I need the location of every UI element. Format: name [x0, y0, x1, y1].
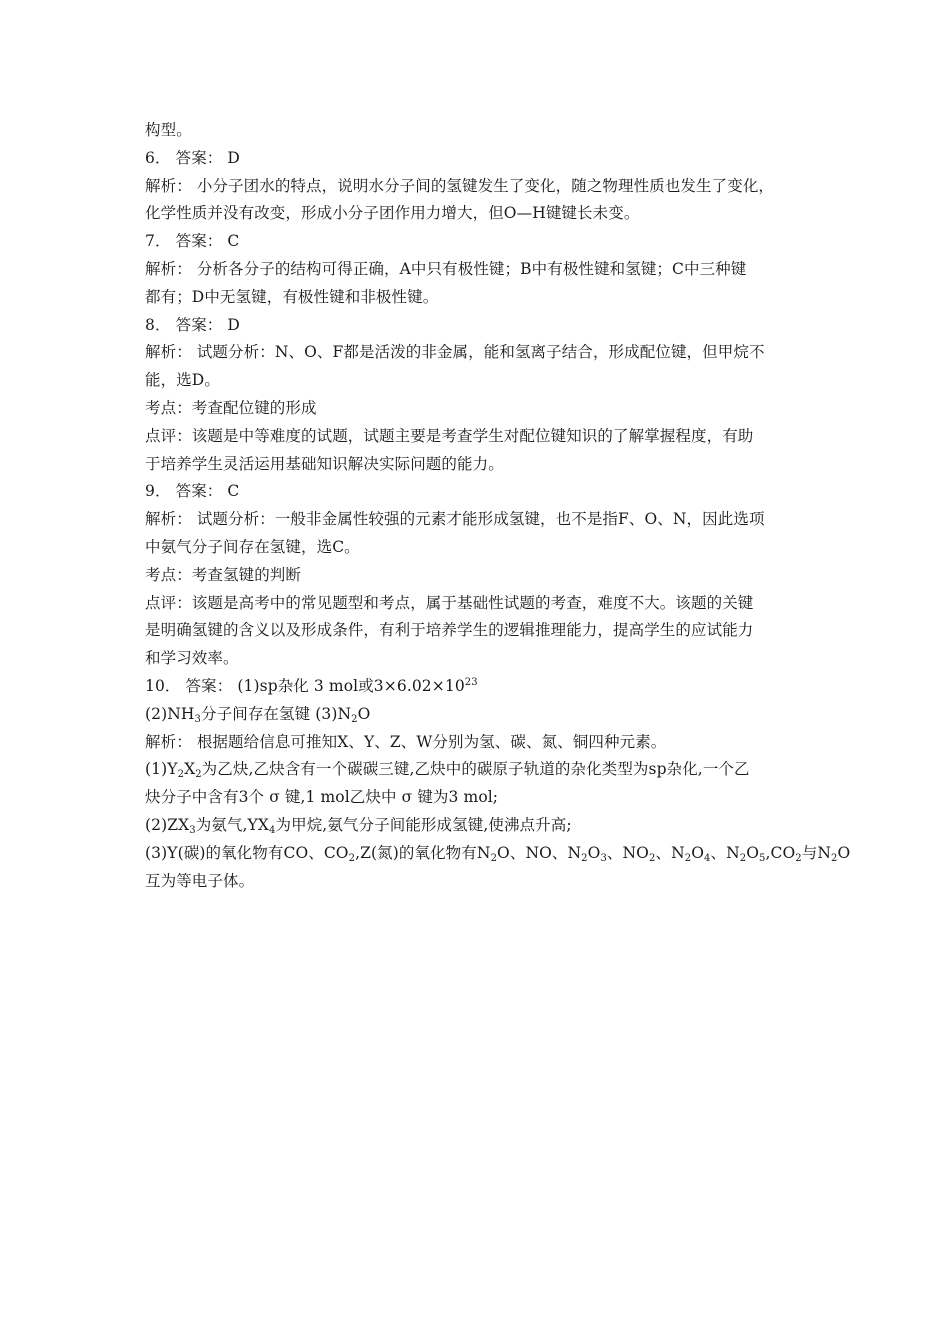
text-line: [145, 812, 815, 840]
text-segment: 解析： 试题分析：一般非金属性较强的元素才能形成氢键，也不是指F、O、N，因此选项: [145, 510, 765, 529]
subscript: 3: [600, 852, 607, 864]
text-line: [145, 451, 815, 479]
text-segment: (2)ZX: [145, 815, 190, 834]
subscript: 2: [351, 713, 358, 725]
text-line: [145, 784, 815, 812]
subscript: 2: [581, 852, 588, 864]
text-line: [145, 840, 851, 868]
text-segment: 和学习效率。: [145, 649, 239, 668]
text-segment: (2)NH: [145, 704, 195, 723]
text-line: [145, 590, 815, 618]
text-line: [145, 506, 815, 534]
text-segment: 点评：该题是中等难度的试题，试题主要是考查学生对配位键知识的了解掌握程度，有助: [145, 426, 754, 445]
text-segment: O: [691, 843, 705, 862]
text-segment: (3)Y(碳)的氧化物有CO、CO: [145, 843, 349, 862]
subscript: 3: [189, 824, 196, 836]
subscript: 4: [704, 852, 711, 864]
text-segment: O、NO、N: [497, 843, 582, 862]
text-line: [145, 423, 815, 451]
subscript: 2: [831, 852, 838, 864]
subscript: 2: [348, 852, 356, 864]
text-segment: 点评：该题是高考中的常见题型和考点，属于基础性试题的考查，难度不大。该题的关键: [145, 593, 754, 612]
text-segment: 考点：考查配位键的形成: [145, 398, 317, 417]
subscript: 5: [759, 852, 766, 864]
superscript: 23: [464, 676, 478, 688]
text-segment: 9． 答案： C: [145, 482, 240, 501]
text-line: [145, 173, 815, 201]
text-line: [145, 228, 815, 256]
text-segment: 为乙炔,乙炔含有一个碳碳三键,乙炔中的碳原子轨道的杂化类型为sp杂化,一个乙: [201, 760, 750, 779]
text-segment: ,CO: [765, 843, 796, 862]
text-line: [145, 284, 815, 312]
text-line: [145, 729, 815, 757]
text-line: [145, 145, 815, 173]
text-segment: 解析： 试题分析：N、O、F都是活泼的非金属，能和氢离子结合，形成配位键，但甲烷不: [145, 343, 765, 362]
text-line: [145, 367, 815, 395]
subscript: 3: [194, 713, 202, 725]
text-segment: O: [746, 843, 760, 862]
text-segment: 、N: [710, 843, 740, 862]
subscript: 2: [177, 769, 185, 781]
subscript: 2: [795, 852, 802, 864]
subscript: 2: [739, 852, 747, 864]
subscript: 2: [684, 852, 692, 864]
text-line: [145, 312, 815, 340]
text-line: [145, 756, 815, 784]
text-segment: 解析： 小分子团水的特点，说明水分子间的氢键发生了变化，随之物理性质也发生了变化，: [145, 176, 775, 195]
subscript: 2: [195, 769, 202, 781]
text-line: [145, 868, 815, 896]
text-segment: O: [357, 704, 371, 723]
text-segment: 8． 答案： D: [145, 315, 240, 334]
text-segment: 6． 答案： D: [145, 148, 240, 167]
text-segment: 考点：考查氢键的判断: [145, 565, 302, 584]
subscript: 2: [649, 852, 656, 864]
text-segment: 构型。: [145, 121, 192, 139]
text-segment: 、NO: [606, 843, 649, 862]
text-line: [145, 673, 815, 701]
text-segment: O: [587, 843, 601, 862]
text-segment: 解析： 分析各分子的结构可得正确，A中只有极性键；B中有极性键和氢键；C中三种键: [145, 259, 747, 278]
document-body: [145, 117, 851, 895]
text-segment: 为氨气,YX: [195, 815, 270, 834]
text-line: [145, 701, 815, 729]
text-segment: 都有；D中无氢键，有极性键和非极性键。: [145, 287, 439, 306]
text-segment: 分子间存在氢键 (3)N: [201, 704, 352, 723]
text-segment: O: [837, 843, 851, 862]
text-segment: 为甲烷,氨气分子间能形成氢键,使沸点升高;: [275, 815, 572, 834]
text-line: [145, 562, 815, 590]
text-line: [145, 645, 815, 673]
text-segment: 化学性质并没有改变，形成小分子团作用力增大，但O—H键键长未变。: [145, 204, 640, 223]
text-segment: 解析： 根据题给信息可推知X、Y、Z、W分别为氢、碳、氮、铜四种元素。: [145, 732, 667, 751]
text-segment: 与N: [801, 843, 832, 862]
text-line: [145, 534, 815, 562]
text-line: [145, 617, 815, 645]
text-line: [145, 117, 815, 145]
text-segment: 中氨气分子间存在氢键，选C。: [145, 537, 360, 556]
text-line: [145, 256, 815, 284]
text-segment: X: [184, 760, 196, 779]
subscript: 2: [490, 852, 498, 864]
text-segment: 7． 答案： C: [145, 232, 240, 251]
text-segment: (1)Y: [145, 760, 178, 779]
text-segment: ,Z(氮)的氧化物有N: [355, 843, 491, 862]
text-line: [145, 200, 815, 228]
text-segment: 炔分子中含有3个 σ 键,1 mol乙炔中 σ 键为3 mol;: [145, 788, 499, 807]
text-segment: 能，选D。: [145, 371, 220, 390]
text-line: [145, 395, 815, 423]
text-segment: 互为等电子体。: [145, 871, 255, 890]
text-segment: 于培养学生灵活运用基础知识解决实际问题的能力。: [145, 454, 504, 473]
text-segment: 是明确氢键的含义以及形成条件，有利于培养学生的逻辑推理能力，提高学生的应试能力: [145, 621, 754, 640]
subscript: 4: [269, 824, 276, 836]
text-line: [145, 478, 815, 506]
text-segment: 10． 答案： (1)sp杂化 3 mol或3×6.02×10: [145, 676, 465, 695]
text-line: [145, 339, 815, 367]
text-segment: 、N: [655, 843, 685, 862]
